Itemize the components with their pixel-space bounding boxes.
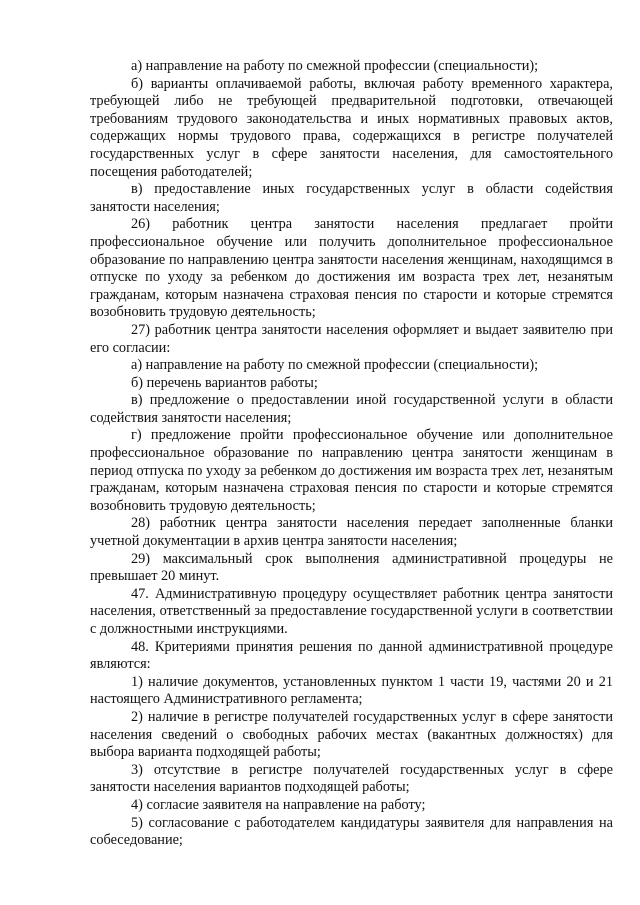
paragraph-item-v-other-service-offer: в) предложение о предоставлении иной государственной услуги в области содействия занятости населения; [90, 392, 613, 426]
paragraph-27: 27) работник центра занятости населения оформляет и выдает заявителю при его согласии: [90, 321, 613, 356]
paragraph-28: 28) работник центра занятости населения передает заполненные бланки учетной документации в архив центра занятости населения; [90, 515, 613, 550]
paragraph-29: 29) максимальный срок выполнения административной процедуры не превышает 20 минут. [90, 550, 613, 585]
criterion-1: 1) наличие документов, установленных пунктом 1 части 19, частями 20 и 21 настоящего Административного регламента; [90, 673, 613, 708]
paragraph-47: 47. Административную процедуру осуществляет работник центра занятости населения, ответственный за предоставление государственной услуги в соответствии с должностными инструкциями. [90, 585, 613, 637]
criterion-3: 3) отсутствие в регистре получателей государственных услуг в сфере занятости населения вариантов подходящей работы; [90, 761, 613, 796]
paragraph-item-b-work-list: б) перечень вариантов работы; [131, 374, 318, 391]
criterion-5: 5) согласование с работодателем кандидатуры заявителя для направления на собеседование; [90, 814, 613, 849]
criterion-4: 4) согласие заявителя на направление на работу; [131, 796, 426, 813]
paragraph-item-a-referral: а) направление на работу по смежной профессии (специальности); [131, 357, 539, 374]
paragraph-48: 48. Критериями принятия решения по данной административной процедуре являются: [90, 638, 613, 673]
paragraph-item-a-related-profession: а) направление на работу по смежной профессии (специальности); [131, 58, 539, 74]
document-page [90, 58, 613, 850]
paragraph-item-g-training-offer: г) предложение пройти профессиональное обучение или дополнительное профессиональное образование по направлению центра занятости женщинам в период отпуска по уходу за ребенком до достижения им возраста трех лет, незанятым гражданам, которым назначена страховая пенсия по старости и которые стремятся возобновить трудовую деятельность; [90, 427, 613, 514]
paragraph-26: 26) работник центра занятости населения предлагает пройти профессиональное обучение или получить дополнительное профессиональное образование по направлению центра занятости населения женщинам, находящимся в отпуске по уходу за ребенком до достижения им возраста трех лет, незанятым гражданам, которым назначена страховая пенсия по старости и которые стремятся возобновить трудовую деятельность; [90, 216, 613, 321]
paragraph-item-v-other-services: в) предоставление иных государственных услуг в области содействия занятости населения; [90, 181, 613, 215]
criterion-2: 2) наличие в регистре получателей государственных услуг в сфере занятости населения сведений о свободных рабочих местах (вакантных должностях) для выбора варианта подходящей работы; [90, 708, 613, 761]
paragraph-item-b-paid-work-options: б) варианты оплачиваемой работы, включая работу временного характера, требующей либо не требующей предварительной подготовки, отвечающей требованиям трудового законодательства и иных нормативных правовых актов, содержащих нормы трудового права, содержащихся в регистре получателей государственных услуг в сфере занятости населения, для самостоятельного посещения работодателей; [90, 75, 613, 180]
